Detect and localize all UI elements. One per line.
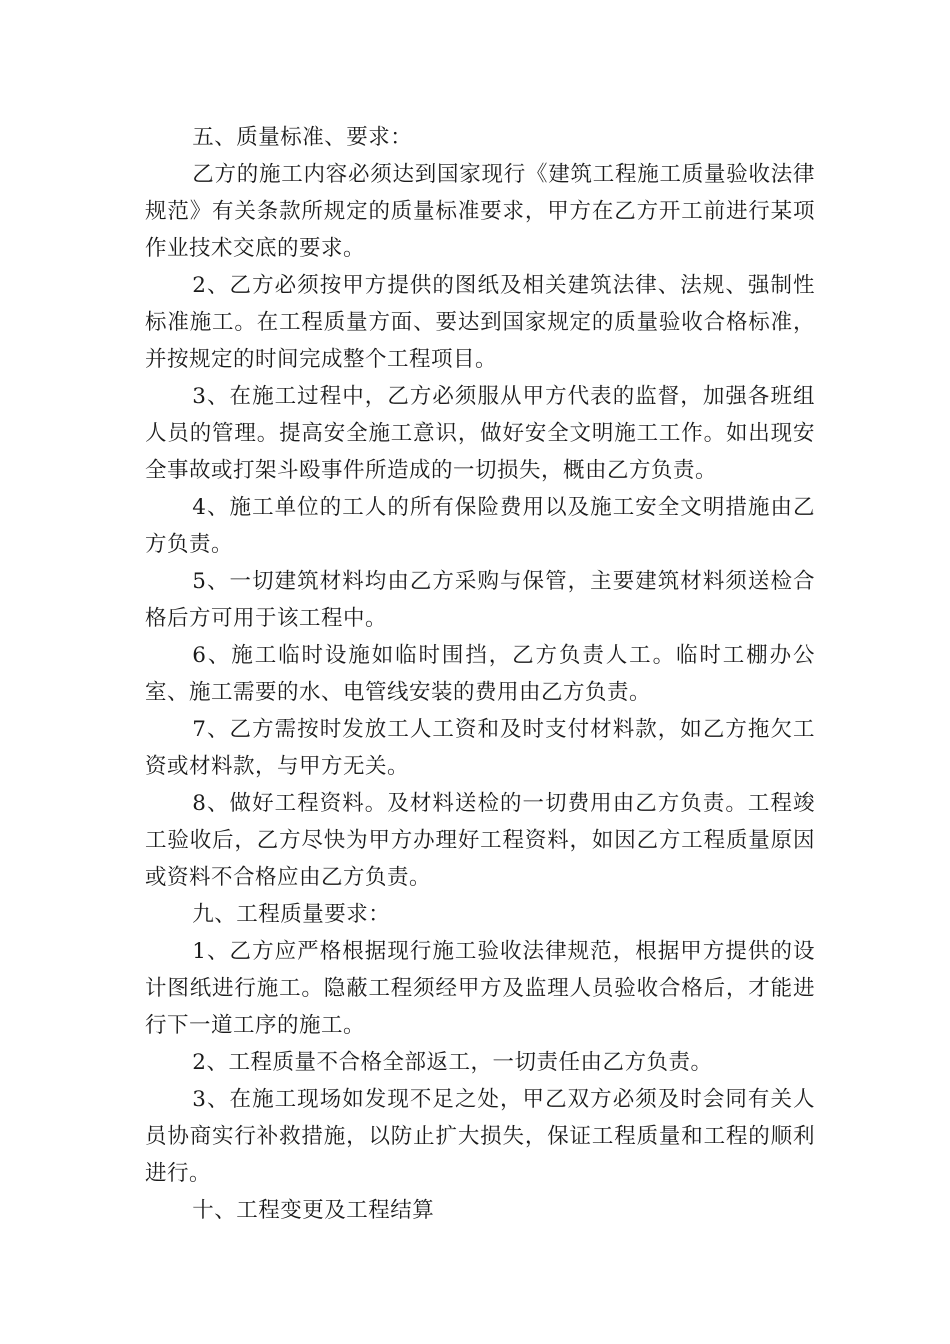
section-heading-changes-settlement: 十、工程变更及工程结算 (192, 1198, 435, 1223)
clause-4-insurance: 4、施工单位的工人的所有保险费用以及施工安全文明措施由乙方负责。 (145, 495, 815, 557)
clause-3-remediation: 3、在施工现场如发现不足之处，甲乙双方必须及时会同有关人员协商实行补救措施，以防止扩大损失，保证工程质量和工程的顺利进行。 (145, 1087, 815, 1186)
clause-1-acceptance: 1、乙方应严格根据现行施工验收法律规范，根据甲方提供的设计图纸进行施工。隐蔽工程须经甲方及监理人员验收合格后，才能进行下一道工序的施工。 (145, 939, 815, 1038)
clause-5-materials: 5、一切建筑材料均由乙方采购与保管，主要建筑材料须送检合格后方可用于该工程中。 (145, 569, 815, 631)
document-body (145, 119, 815, 1229)
clause-7-wages: 7、乙方需按时发放工人工资和及时支付材料款，如乙方拖欠工资或材料款，与甲方无关。 (145, 717, 815, 779)
clause-2-rework: 2、工程质量不合格全部返工，一切责任由乙方负责。 (192, 1050, 713, 1075)
section-heading-quality-standards: 五、质量标准、要求： (192, 125, 413, 150)
clause-6-temporary-facilities: 6、施工临时设施如临时围挡，乙方负责人工。临时工棚办公室、施工需要的水、电管线安装的费用由乙方负责。 (145, 643, 815, 705)
clause-2-construction-standards: 2、乙方必须按甲方提供的图纸及相关建筑法律、法规、强制性标准施工。在工程质量方面、要达到国家规定的质量验收合格标准，并按规定的时间完成整个工程项目。 (145, 273, 815, 372)
clause-3-supervision-safety: 3、在施工过程中，乙方必须服从甲方代表的监督，加强各班组人员的管理。提高安全施工意识，做好安全文明施工工作。如出现安全事故或打架斗殴事件所造成的一切损失，概由乙方负责。 (145, 384, 815, 483)
clause-8-project-documents: 8、做好工程资料。及材料送检的一切费用由乙方负责。工程竣工验收后，乙方尽快为甲方办理好工程资料，如因乙方工程质量原因或资料不合格应由乙方负责。 (145, 791, 815, 890)
paragraph-quality-requirement: 乙方的施工内容必须达到国家现行《建筑工程施工质量验收法律规范》有关条款所规定的质量标准要求，甲方在乙方开工前进行某项作业技术交底的要求。 (145, 162, 815, 261)
section-heading-quality-requirements: 九、工程质量要求： (192, 902, 391, 927)
